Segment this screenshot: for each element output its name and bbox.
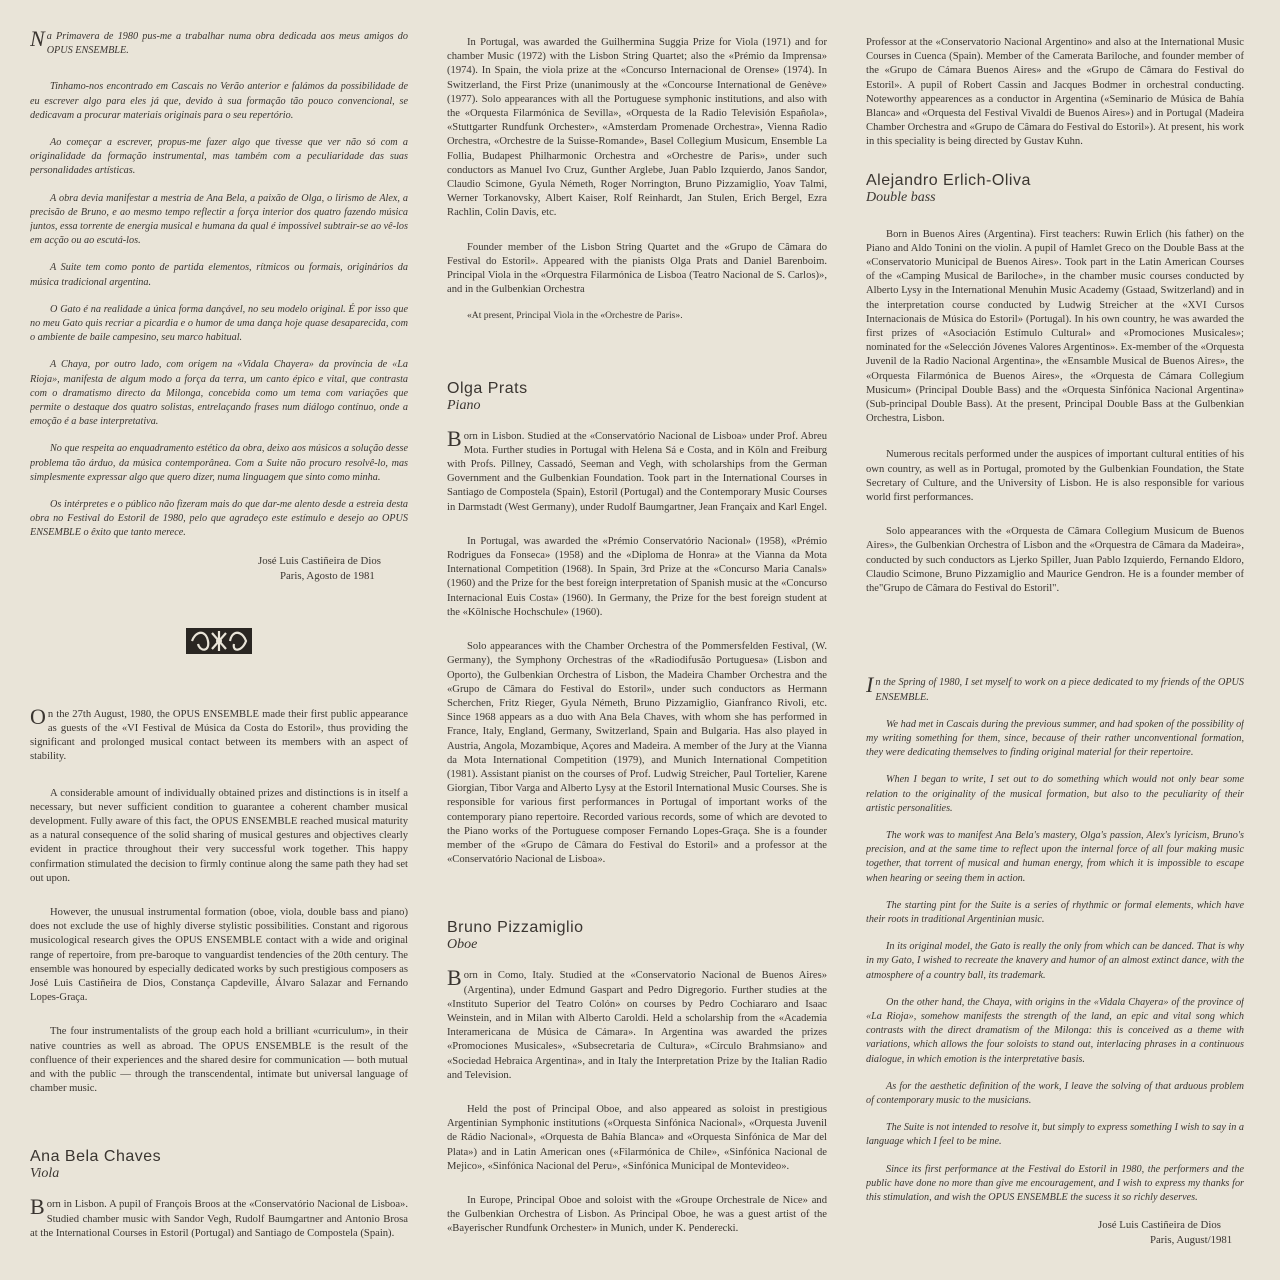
en-it-paragraph: Since its first performance at the Festival do Estoril in 1980, the performers and the public have done no more than give me encouragement, and I wish to express my thanks for this stimulation, and wish the OPUS ENSEMBLE the sucess it so richly deserves. bbox=[866, 1163, 1244, 1203]
bio-paragraph: Founder member of the Lisbon String Quartet and the «Grupo de Câmara do Festival do Estoril». Appeared with the pianists Olga Prats and Daniel Barenboim. Principal Viola in the «Orquestra Filarmónica de Lisboa (Teatro Nacional de S. Carlos)», and in the Gulbenkian Orchestra bbox=[447, 241, 827, 296]
pt-paragraph: Tinhamo-nos encontrado em Cascais no Verão anterior e falámos da possibilidade de eu escrever algo para eles já que, devido à sua formação tão pouco convencional, se dedicavam a procurar materiais originais para o seu repertório. bbox=[30, 81, 408, 121]
bio-paragraph: Born in Como, Italy. Studied at the «Conservatorio Nacional de Buenos Aires» (Argentina), under Edmund Gaspart and Pedro Digregorio. Further studies at the «Instituto Superior del Teatro Colón» on courses by Pedro Cochiararo and Isaac Weinstein, and in Milan with Alberto Caroldi. Held a scholarship from the «Academia Interamericana de Música de Cámara». In Argentina was awarded the prizes «Promociones Musicales», «Subsecretaria de Cultura», «Círculo Brahmsiano» and «Sociedad Hebraica Argentina», and in Italy the Interpretation Prize by the Italian Radio and Television. bbox=[447, 965, 827, 1081]
bio-paragraph: Born in Buenos Aires (Argentina). First teachers: Ruwin Erlich (his father) on the Piano and Aldo Tonini on the violin. A pupil of Hamlet Greco on the Double Bass at the «Conservatorio Municipal de Buenos Aires». Took part in the Latin American Courses of the «Camping Musical de Bariloche», in the chamber music courses conducted by Alberto Lysy in the International Menuhin Music Academy (Gstaad, Switzerland) and in the interpretation course conducted by Ludwig Streicher at the «XVI Cursos Internacionais de Música do Estoril» (Portugal). In his own country, he was awarded the first prizes of «Asociación Estímulo Cultural» and «Promociones Musicales»; nominated for the «Selección Jóvenes Valores Argentinos». Ex-member of the «Orquesta Juvenil de la Radio Nacional Argentina», the «Ensamble Musical de Buenos Aires», the «Orquesta Filarmónica de Buenos Aires», the «Orquesta de Cámara Collegium Musicum» (Principal Double Bass) and the «Orquesta Sinfónica Nacional Argentina» (Sub-principal Double Bass). At the present, Principal Double Bass at the Gulbenkian Orchestra, Lisbon. bbox=[866, 228, 1244, 425]
bio-paragraph: Solo appearances with the «Orquesta de Câmara Collegium Musicum de Buenos Aires», the Gulbenkian Orchestra of Lisbon and the «Orquestra de Câmara da Madeira», conducted by such conductors as Ljerko Spiller, Juan Pablo Izquierdo, Fernando Eldoro, Claudio Scimone, Bruno Pizzamiglio and Maurice Gendron. He is a founder member of the"Grupo de Câmara do Festival do Estoril". bbox=[866, 526, 1244, 595]
signature-name: José Luis Castiñeira de Dios bbox=[258, 554, 381, 567]
musician-name: Olga Prats bbox=[447, 379, 528, 397]
alex-section bbox=[866, 172, 1244, 597]
en-paragraph: The four instrumentalists of the group each hold a brilliant «curriculum», in their native countries as well as abroad. The OPUS ENSEMBLE is the result of the confluence of their experiences and the shared desire for communication — both mutual and with the public — through the transcendental, intimate but universal language of chamber music. bbox=[30, 1026, 408, 1095]
pt-paragraph: A obra devia manifestar a mestria de Ana Bela, a paixão de Olga, o lirismo de Alex, a precisão de Bruno, e ao mesmo tempo reflectir a força interior dos quatro fazendo música juntos, essa torrente de energia musical e humana da qual é impossível subtrair-se ao vê-los em acção ou ao escutá-los. bbox=[30, 192, 408, 247]
bio-paragraph: Numerous recitals performed under the auspices of important cultural entities of his own country, as well as in Portugal, promoted by the Gulbenkian Foundation, the State Secretary of Culture, and the University of Lisbon. He is also responsible for various world first performances. bbox=[866, 449, 1244, 504]
musician-name: Alejandro Erlich-Oliva bbox=[866, 171, 1031, 189]
olga-section bbox=[447, 380, 827, 868]
bio-paragraph: Professor at the «Conservatorio Nacional Argentino» and also at the International Music Courses in Cuenca (Spain). Member of the Camerata Bariloche, and founder member of the «Grupo de Cámara Buenos Aires» and the «Grupo de Câmara do Festival do Estoril». A pupil of Robert Cassin and Jacques Bodmer in orchestral conducting. Noteworthy appearences as a conductor in Argentina («Seminario de Música de Bahía Blanca» and «Orquesta del Festival Vivaldi de Buenos Aires») and in Portugal (Madeira Chamber Orchestra and «Grupo de Câmara do Festival do Estoril»). At present, his work in this speciality is being directed by Gustav Kuhn. bbox=[866, 37, 1244, 148]
pt-paragraph: Na Primavera de 1980 pus-me a trabalhar numa obra dedicada aos meus amigos do OPUS ENSEMBLE. bbox=[30, 26, 408, 57]
portuguese-notes bbox=[30, 26, 408, 541]
en-it-paragraph: The work was to manifest Ana Bela's mastery, Olga's passion, Alex's lyricism, Bruno's precision, and at the same time to reflect upon the internal force of all four making music together, that torrent of musical and human energy, from which it is impossible to escape when hearing or seeing them in action. bbox=[866, 829, 1244, 884]
en-signature bbox=[1098, 1218, 1244, 1248]
column-middle bbox=[447, 0, 827, 1280]
pt-signature bbox=[258, 554, 408, 584]
en-paragraph: A considerable amount of individually obtained prizes and distinctions is in itself a necessary, but never sufficient condition to guarantee a coherent chamber musical development. Fully aware of this fact, the OPUS ENSEMBLE reached musical maturity as a natural consequence of the solid sharing of musical gestures and objectives clearly evident in practice throughout their very successful work together. This happy confirmation stimulated the decision to firmly continue along the same path they had set out upon. bbox=[30, 787, 408, 884]
en-it-paragraph: We had met in Cascais during the previous summer, and had spoken of the possibility of my writing something for them, since, because of their rather unconventional formation, they were dedicating themselves to finding original material for their repertoire. bbox=[866, 718, 1244, 759]
musician-name: Bruno Pizzamiglio bbox=[447, 919, 584, 937]
en-it-paragraph: The Suite is not intended to resolve it, but simply to express something I wish to say in a language which I feel to be mine. bbox=[866, 1122, 1244, 1148]
signature-name: José Luis Castiñeira de Dios bbox=[1098, 1219, 1221, 1232]
ornament bbox=[186, 628, 408, 654]
column-right bbox=[866, 0, 1244, 1280]
en-paragraph: However, the unusual instrumental formation (oboe, viola, double bass and piano) does not exclude the use of highly diverse stylistic possibilities. Constant and rigorous musicological research gives the OPUS ENSEMBLE contact with a wide and original range of repertoire, from pre-baroque to vanguardist tendencies of the 20th century. The ensemble was honoured by especially dedicated works by such prestigious composers as José Luis Castiñeira de Dios, Constança Capdeville, Álvaro Salazar and Fernando Lopes-Graça. bbox=[30, 906, 408, 1004]
pt-paragraph: A Chaya, por outro lado, com origem na «Vidala Chayera» da província de «La Rioja», manifesta de algum modo a força da terra, um canto épico e vital, que contrasta com o dramatismo directo da Milonga, concebida como um tema com variações que permite o destaque dos quatro solistas, entrelaçando frases num diálogo contínuo, onde a emoção é a base interpretativa. bbox=[30, 359, 408, 428]
musician-instrument: Oboe bbox=[447, 937, 478, 953]
bio-paragraph: In Portugal, was awarded the Guilhermina Suggia Prize for Viola (1971) and for chamber Music (1972) with the Lisbon String Quartet; also the «Prémio da Imprensa» (1974). In Spain, the viola prize at the «Concurso Internacional de Orense» (1974). In Switzerland, the First Prize (unanimously at the «Concourse International de Genève» (1977). Solo appearances with all the Portuguese symphonic institutions, and also with the «Orquesta Filarmónica de Sevilla», «Orquesta de la Radio Televisión Española», «Stuttgarter Rundfunk Orchester», «Amsterdam Promenade Orchestra», Vienna Radio Orchestra, «Orchestre de la Suisse-Romande», Basel Collegium Musicum, Ensemble La Follia, Budapest Philharmonic Orchestra and «Orchestre de Paris», under such conductors as Manuel Ivo Cruz, Gunther Arglebe, Juan Pablo Izquierdo, Janos Sandor, Claudio Scimone, Gyula Németh, Roger Norrington, Bruno Pizzamiglio, Yoav Talmi, Werner Torkanovsky, Albert Kaiser, Rolf Reinhardt, Jan Stulen, Erich Bergel, Ezra Rachlin, Colin Davis, etc. bbox=[447, 37, 827, 219]
column-left bbox=[30, 0, 408, 1280]
musician-instrument: Viola bbox=[30, 1166, 60, 1182]
ensemble-notes bbox=[30, 703, 408, 1097]
en-it-paragraph: In its original model, the Gato is really the only from which can be danced. That is why in my Gato, I wished to recreate the knavery and humor of an almost extinct dance, with the atmosphere of a country ball, its trademark. bbox=[866, 941, 1244, 981]
en-it-paragraph: On the other hand, the Chaya, with origins in the «Vidala Chayera» of the province of «La Rioja», somehow manifests the strength of the land, an epic and vital song which contrasts with the direct dramatism of the Milonga: this is conceived as a theme with variations, which allows the four soloists to stand out, interlacing phrases in a continuous dialogue, in which emotion is the interpretative basis. bbox=[866, 996, 1244, 1065]
decorative-scroll-ornament-icon bbox=[186, 628, 252, 654]
english-notes bbox=[866, 672, 1244, 1205]
pt-paragraph: A Suite tem como ponto de partida elementos, rítmicos ou formais, originários da música tradicional argentina. bbox=[30, 262, 408, 288]
pt-paragraph: No que respeita ao enquadramento estético da obra, deixo aos músicos a solução desse problema tão árduo, da música contemporânea. Com a Suite não procuro resolvê-lo, mas simplesmente expressar algo que quero dizer, numa linguagem que sinto como minha. bbox=[30, 443, 408, 483]
bio-paragraph: Born in Lisbon. A pupil of François Broos at the «Conservatório Nacional de Lisboa». Studied chamber music with Sandor Vegh, Rudolf Baumgartner and Antonio Brosa at the International Courses in Estoril (Portugal) and Santiago de Compostela (Spain). bbox=[30, 1194, 408, 1239]
bio-paragraph: In Portugal, was awarded the «Prémio Conservatório Nacional» (1958), «Prémio Rodrigues da Fonseca» (1958) and the «Diploma de Honra» at the Vianna da Mota International Competition (1968). In Spain, 3rd Prize at the «Concurso Maria Canals» (1960) and the Prize for the best foreign interpretation of Spanish music at the «Concurso Internacional Euis Costa» (1960). In Germany, the Prize for the best foreign student at the «Kölnische Hochschule» (1960). bbox=[447, 535, 827, 618]
musician-name: Ana Bela Chaves bbox=[30, 1148, 162, 1166]
signature-place: Paris, August/1981 bbox=[1150, 1234, 1233, 1247]
pt-paragraph: O Gato é na realidade a única forma dançável, no seu modelo original. É por isso que no meu Gato quis recriar a picardia e o humor de uma dança hoje quase desaparecida, com o ambiente de baile campesino, seu marco habitual. bbox=[30, 303, 408, 344]
bio-paragraph: Solo appearances with the Chamber Orchestra of the Pommersfelden Festival, (W. Germany), the Symphony Orchestras of the «Radiodifusão Portuguesa» (Lisbon and Oporto), the Gulbenkian Orchestra of Lisbon, the Madeira Chamber Orchestra and the «Grupo de Câmara do Festival do Estoril», under such conductors as Hermann Scherchen, Fritz Rieger, Gyula Németh, Bruno Pizzamiglio, Gianfranco Rivoli, etc. Since 1968 appears as a duo with Ana Bela Chaves, with whom she has performed in France, Italy, England, Germany, Switzerland, Spain and Bulgaria. Has also played in Austria, Angola, Mozambique, Açores and Madeira. A member of the Jury at the Vianna da Mota International Competition (1979), and Munich International Competition (1981). Assistant pianist on the courses of Prof. Ludwig Streicher, Paul Tortelier, Karene Giorgian, Tibor Varga and Alberto Lysy at the Estoril International Music Courses. She is responsible for various first performances in Portugal of important works of the contemporary piano repertoire. Recorded various records, some of which are devoted to the Piano works of the Portuguese composer Fernando Lopes-Graça. She is a founder member of the «Grupo de Câmara do Festival do Estoril» and a professor at the «Conservatório Nacional de Lisboa». bbox=[447, 641, 827, 866]
bruno-section bbox=[447, 919, 827, 1236]
bio-paragraph: Held the post of Principal Oboe, and also appeared as soloist in prestigious Argentinian Symphonic institutions («Orquesta Sinfónica Nacional», «Orquesta Juvenil de Rádio Nacional», «Orquesta de Bahía Blanca» and «Orquesta Sinfónica de Mar del Plata») and in Latin American ones («Filarmónica de Chile», «Sinfónica Nacional de Mejico», «Sinfónica Nacional del Peru», «Sinfónica Municipal de Montevideo». bbox=[447, 1103, 827, 1172]
en-paragraph: On the 27th August, 1980, the OPUS ENSEMBLE made their first public appearance as guests of the «VI Festival de Música da Costa do Estoril», thus providing the significant and prolonged musical contact between its members with an aspect of stability. bbox=[30, 703, 408, 763]
bio-paragraph: Born in Lisbon. Studied at the «Conservatório Nacional de Lisboa» under Prof. Abreu Mota. Further studies in Portugal with Helena Sá e Costa, and in Köln and Freiburg with Profs. Pillney, Cassadó, Seeman and Vegh, with scholarships from the German Government and the Gulbenkian Foundation. Took part in the International Courses in Santiago de Compostela (Spain), Estoril (Portugal) and the Contemporary Music Courses in Darmstadt (West Germany), under Rudolf Baumgartner, Jean Françaix and Karl Engel. bbox=[447, 425, 827, 513]
en-it-paragraph: In the Spring of 1980, I set myself to work on a piece dedicated to my friends of the OPUS ENSEMBLE. bbox=[866, 672, 1244, 703]
pt-paragraph: Ao começar a escrever, propus-me fazer algo que tivesse que ver não só com a originalidade da formação instrumental, mas também com a peculiaridade das suas personalidades artísticas. bbox=[30, 137, 408, 177]
en-it-paragraph: The starting pint for the Suite is a series of rhythmic or formal elements, which have their roots in traditional Argentinian music. bbox=[866, 899, 1244, 925]
bio-paragraph: In Europe, Principal Oboe and soloist with the «Groupe Orchestrale de Nice» and the Gulbenkian Orchestra of Lisbon. As Principal Oboe, he was a guest artist of the «Bayerischer Rundfunk Orchester» in Munich, under K. Penderecki. bbox=[447, 1194, 827, 1235]
musician-instrument: Piano bbox=[447, 397, 481, 413]
signature-place: Paris, Agosto de 1981 bbox=[280, 569, 375, 582]
en-it-paragraph: When I began to write, I set out to do something which would not only bear some relation to the originality of the musical formation, but also to the peculiarity of their artistic personalities. bbox=[866, 774, 1244, 814]
musician-instrument: Double bass bbox=[866, 189, 936, 205]
ana-section bbox=[30, 1148, 408, 1241]
en-it-paragraph: As for the aesthetic definition of the work, I leave the solving of that arduous problem of contemporary music to the musicians. bbox=[866, 1080, 1244, 1106]
bio-footnote: «At present, Principal Viola in the «Orchestre de Paris». bbox=[467, 310, 683, 322]
pt-paragraph: Os intérpretes e o público não fizeram mais do que dar-me alento desde a estreia desta obra no Festival do Estoril de 1980, pelo que agradeço este estímulo e desejo ao OPUS ENSEMBLE o êxito que tanto merece. bbox=[30, 499, 408, 539]
